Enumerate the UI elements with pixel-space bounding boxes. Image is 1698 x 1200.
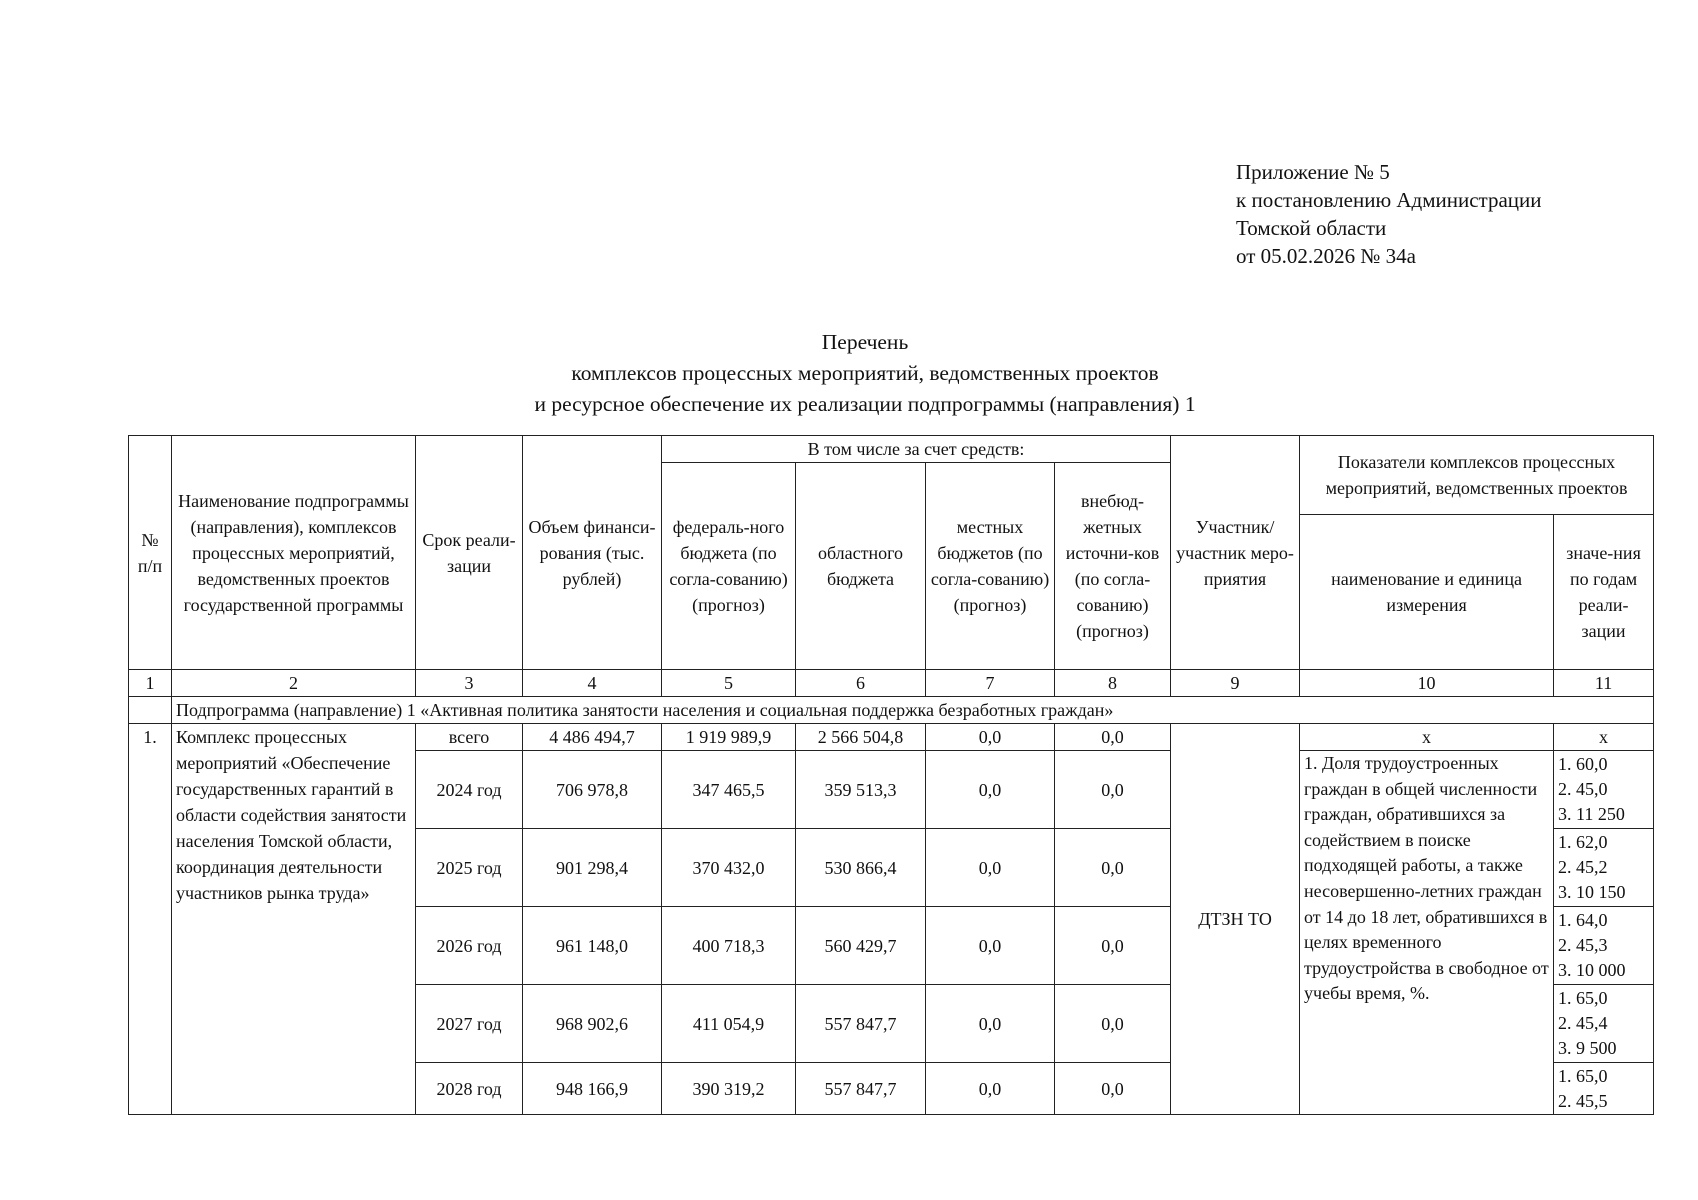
header-regional: областного бюджета — [796, 463, 926, 670]
indicator-value: 2. 45,5 — [1558, 1090, 1608, 1111]
indicator-value: 1. 62,0 — [1558, 832, 1608, 852]
regional-cell: 557 847,7 — [796, 1063, 926, 1115]
indicator-values-2028 — [1554, 1063, 1654, 1115]
appendix-block — [1236, 158, 1542, 270]
indicator-value: 1. 64,0 — [1558, 910, 1608, 930]
federal-cell: 370 432,0 — [662, 829, 796, 907]
period-cell: 2027 год — [416, 985, 523, 1063]
total-cell: 968 902,6 — [523, 985, 662, 1063]
indicator-value: 1. 65,0 — [1558, 1065, 1608, 1086]
column-number: 2 — [172, 670, 416, 697]
appendix-line: от 05.02.2026 № 34а — [1236, 244, 1417, 268]
column-number: 9 — [1171, 670, 1300, 697]
extrabudget-cell: 0,0 — [1055, 907, 1171, 985]
indicator-value: 2. 45,4 — [1558, 1013, 1608, 1033]
regional-cell: 557 847,7 — [796, 985, 926, 1063]
header-federal: федераль-ного бюджета (по согла-сованию) (прогноз) — [662, 463, 796, 670]
indicator-value: 1. 65,0 — [1558, 988, 1608, 1008]
local-cell: 0,0 — [926, 724, 1055, 751]
period-cell: 2028 год — [416, 1063, 523, 1115]
federal-cell: 347 465,5 — [662, 751, 796, 829]
indicator-value: 3. 10 000 — [1558, 960, 1626, 980]
indicator-value: 2. 45,3 — [1558, 935, 1608, 955]
table-row — [129, 724, 1654, 751]
extrabudget-cell: 0,0 — [1055, 1063, 1171, 1115]
indicator-value: 3. 11 250 — [1558, 804, 1625, 824]
local-cell: 0,0 — [926, 1063, 1055, 1115]
period-cell: 2025 год — [416, 829, 523, 907]
federal-cell: 390 319,2 — [662, 1063, 796, 1115]
local-cell: 0,0 — [926, 829, 1055, 907]
column-number: 6 — [796, 670, 926, 697]
total-cell: 706 978,8 — [523, 751, 662, 829]
extrabudget-cell: 0,0 — [1055, 751, 1171, 829]
header-number: № п/п — [129, 436, 172, 670]
header-indicators-group: Показатели комплексов процессных мероприятий, ведомственных проектов — [1300, 436, 1654, 515]
column-number: 8 — [1055, 670, 1171, 697]
title-line: и ресурсное обеспечение их реализации подпрограммы (направления) 1 — [534, 392, 1196, 416]
federal-cell: 400 718,3 — [662, 907, 796, 985]
indicator-values-2025 — [1554, 829, 1654, 907]
appendix-line: Приложение № 5 — [1236, 160, 1390, 184]
federal-cell: 1 919 989,9 — [662, 724, 796, 751]
total-cell: 961 148,0 — [523, 907, 662, 985]
column-number: 4 — [523, 670, 662, 697]
local-cell: 0,0 — [926, 751, 1055, 829]
appendix-line: Томской области — [1236, 216, 1387, 240]
regional-cell: 560 429,7 — [796, 907, 926, 985]
total-cell: 948 166,9 — [523, 1063, 662, 1115]
period-cell: всего — [416, 724, 523, 751]
appendix-line: к постановлению Администрации — [1236, 188, 1542, 212]
total-cell: 901 298,4 — [523, 829, 662, 907]
column-number-row — [129, 670, 1654, 697]
header-indicator-values: значе-ния по годам реали-зации — [1554, 515, 1654, 670]
indicator-values-2024 — [1554, 751, 1654, 829]
indicator-values-2026 — [1554, 907, 1654, 985]
indicator-value: 2. 45,2 — [1558, 857, 1608, 877]
header-period: Срок реали-зации — [416, 436, 523, 670]
extrabudget-cell: 0,0 — [1055, 829, 1171, 907]
column-number: 11 — [1554, 670, 1654, 697]
values-total-mark: х — [1554, 724, 1654, 751]
header-total-funding: Объем финанси-рования (тыс. рублей) — [523, 436, 662, 670]
regional-cell: 2 566 504,8 — [796, 724, 926, 751]
indicator-values-2027 — [1554, 985, 1654, 1063]
regional-cell: 359 513,3 — [796, 751, 926, 829]
header-participant: Участник/ участник меро-приятия — [1171, 436, 1300, 670]
indicator-name: 1. Доля трудоустроенных граждан в общей численности граждан, обратившихся за содействием в поиске подходящей работы, а также несовершенно-летних граждан от 14 до 18 лет, обратившихся в целях временного трудоустройства в свободное от учебы время, %. — [1300, 751, 1554, 1115]
column-number: 5 — [662, 670, 796, 697]
total-cell: 4 486 494,7 — [523, 724, 662, 751]
participant-cell: ДТЗН ТО — [1171, 724, 1300, 1115]
column-number: 7 — [926, 670, 1055, 697]
indicator-value: 3. 10 150 — [1558, 882, 1626, 902]
period-cell: 2024 год — [416, 751, 523, 829]
indicator-value: 2. 45,0 — [1558, 779, 1608, 799]
local-cell: 0,0 — [926, 907, 1055, 985]
header-funding-group: В том числе за счет средств: — [662, 436, 1171, 463]
document-title — [0, 327, 1698, 420]
title-line: комплексов процессных мероприятий, ведомственных проектов — [571, 361, 1159, 385]
extrabudget-cell: 0,0 — [1055, 985, 1171, 1063]
complex-number: 1. — [129, 724, 172, 1115]
header-name: Наименование подпрограммы (направления), комплексов процессных мероприятий, ведомственных проектов государственной программы — [172, 436, 416, 670]
column-number: 10 — [1300, 670, 1554, 697]
column-number: 3 — [416, 670, 523, 697]
header-local: местных бюджетов (по согла-сованию) (прогноз) — [926, 463, 1055, 670]
indicator-value: 3. 9 500 — [1558, 1038, 1617, 1058]
funding-table — [128, 435, 1654, 1115]
local-cell: 0,0 — [926, 985, 1055, 1063]
header-indicator-name: наименование и единица измерения — [1300, 515, 1554, 670]
subprogram-number-cell — [129, 697, 172, 724]
header-extrabudget: внебюд-жетных источни-ков (по согла-сованию) (прогноз) — [1055, 463, 1171, 670]
title-line: Перечень — [821, 330, 909, 354]
column-number: 1 — [129, 670, 172, 697]
subprogram-title: Подпрограмма (направление) 1 «Активная политика занятости населения и социальная поддержка безработных граждан» — [172, 697, 1654, 724]
regional-cell: 530 866,4 — [796, 829, 926, 907]
complex-name: Комплекс процессных мероприятий «Обеспечение государственных гарантий в области содействия занятости населения Томской области, координация деятельности участников рынка труда» — [172, 724, 416, 1115]
period-cell: 2026 год — [416, 907, 523, 985]
federal-cell: 411 054,9 — [662, 985, 796, 1063]
extrabudget-cell: 0,0 — [1055, 724, 1171, 751]
indicator-total-mark: х — [1300, 724, 1554, 751]
indicator-value: 1. 60,0 — [1558, 754, 1608, 774]
